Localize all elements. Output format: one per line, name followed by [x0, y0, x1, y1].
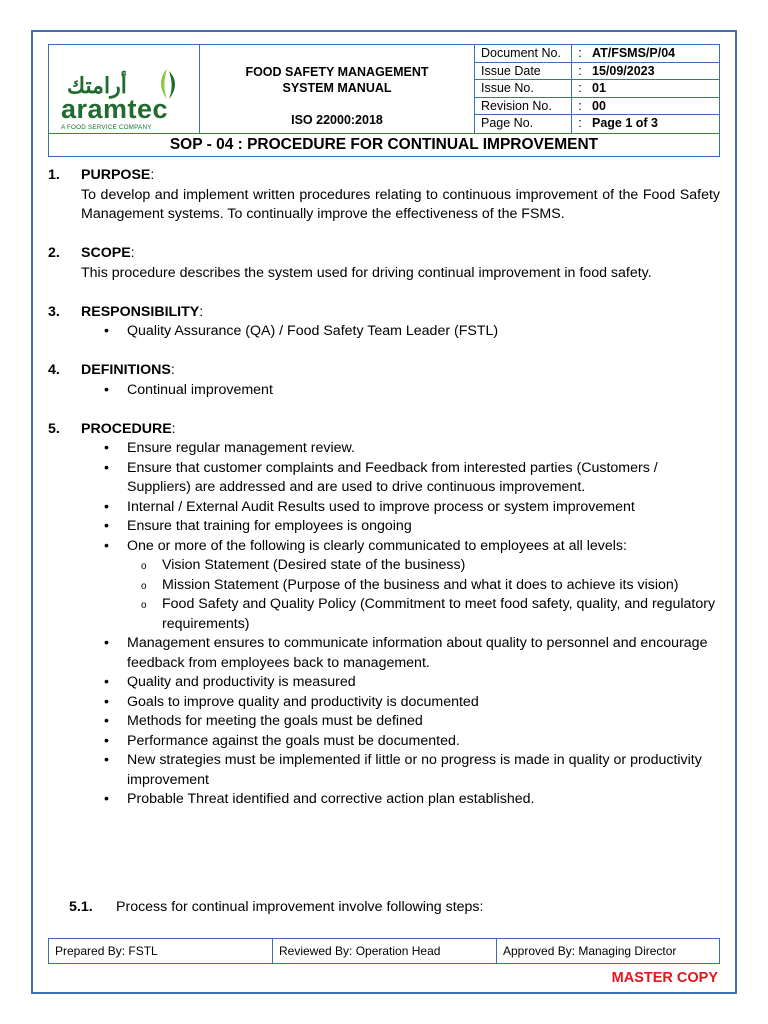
- subsection-text: Process for continual improvement involve following steps:: [116, 899, 484, 915]
- document-header: [48, 44, 720, 157]
- meta-value: 00: [592, 98, 606, 113]
- section-scope: 2. SCOPE: This procedure describes the system used for driving continual improvement in food safety.: [48, 244, 720, 283]
- manual-title-line2: SYSTEM MANUAL: [282, 81, 392, 95]
- list-item: • Goals to improve quality and productivity is documented: [48, 693, 720, 713]
- list-item: • Ensure that training for employees is ongoing: [48, 517, 720, 537]
- section-title: PURPOSE: [81, 167, 151, 183]
- section-number: 5.: [48, 420, 60, 437]
- section-number: 1.: [48, 167, 60, 183]
- manual-title-line1: FOOD SAFETY MANAGEMENT: [245, 65, 429, 79]
- section-title: PROCEDURE: [81, 420, 172, 437]
- reviewed-by: Reviewed By: Operation Head: [273, 939, 497, 963]
- list-item-with-subitems: [48, 537, 720, 635]
- list-item: • Ensure regular management review.: [48, 439, 720, 459]
- section-title: DEFINITIONS: [81, 362, 171, 378]
- meta-label: Document No.: [475, 45, 572, 62]
- company-logo: [49, 45, 200, 133]
- list-item: • New strategies must be implemented if little or no progress is made in quality or productivity improvement: [48, 751, 720, 790]
- logo-english-text: aramtec: [61, 94, 169, 124]
- purpose-text: To develop and implement written procedures relating to continuous improvement of the Food Safety Management systems. To continually improve the effectiveness of the FSMS.: [81, 186, 720, 222]
- section-number: 3.: [48, 303, 60, 320]
- meta-value: Page 1 of 3: [592, 116, 658, 131]
- section-number: 2.: [48, 245, 60, 261]
- list-item: • Performance against the goals must be documented.: [48, 732, 720, 752]
- sub-list-item: o Mission Statement (Purpose of the business and what it does to achieve its vision): [127, 576, 720, 596]
- section-number: 4.: [48, 362, 60, 378]
- meta-label: Page No.: [475, 115, 572, 133]
- list-item: • Quality and productivity is measured: [48, 673, 720, 693]
- list-item: • Quality Assurance (QA) / Food Safety Team Leader (FSTL): [48, 322, 720, 342]
- sub-list-item: o Vision Statement (Desired state of the business): [127, 556, 720, 576]
- meta-row-page-no: Page No. : Page 1 of 3: [475, 115, 719, 133]
- list-item: • Continual improvement: [48, 381, 720, 401]
- subsection-5-1: [69, 899, 483, 915]
- list-item: • Internal / External Audit Results used to improve process or system improvement: [48, 498, 720, 518]
- meta-row-issue-date: Issue Date : 15/09/2023: [475, 63, 719, 81]
- subsection-number: 5.1.: [69, 899, 93, 915]
- document-meta-table: [475, 45, 719, 133]
- section-definitions: 4. DEFINITIONS: • Continual improvement: [48, 361, 720, 400]
- scope-text: This procedure describes the system used for driving continual improvement in food safety.: [81, 264, 652, 281]
- meta-label: Issue Date: [475, 63, 572, 80]
- meta-row-revision-no: Revision No. : 00: [475, 98, 719, 116]
- logo-tagline: A FOOD SERVICE COMPANY: [61, 124, 152, 131]
- approval-footer: [48, 938, 720, 964]
- logo-arabic-text: أرامتك: [67, 73, 127, 98]
- meta-value: 15/09/2023: [592, 63, 655, 78]
- approved-by: Approved By: Managing Director: [503, 944, 677, 958]
- section-procedure: 5. PROCEDURE: • Ensure regular management review. • Ensure that customer complaints and Feedback from interested parties (Customers / Suppliers) are addressed and are used to drive continuous improvement. • Internal / External Audit Results used to improve process or system improvement • Ensure that training for employees is ongoing • One or more of the following is clearly communicated to employees at all levels: o Vision Statement (Desired state of the business) o Mission Statement (Purpose of the business and what it does to achieve its vision) o Food Safety and Quality Policy (Commitment to meet food safety, quality, and regulatory requirements) • Management ensures to communicate information about quality to personnel and encourage feedback from employees back to management. • Quality and productivity is measured • Goals to improve quality and productivity is documented • Methods for meeting the goals must be defined • Performance against the goals must be documented. • New strategies must be implemented if little or no progress is made in quality or productivity improvement • Probable Threat identified and corrective action plan established.: [48, 420, 720, 810]
- meta-value: AT/FSMS/P/04: [592, 46, 676, 60]
- list-item-text: One or more of the following is clearly communicated to employees at all levels:: [127, 537, 627, 554]
- prepared-by: Prepared By: FSTL: [49, 939, 273, 963]
- meta-row-document-no: Document No. : AT/FSMS/P/04: [475, 45, 719, 63]
- meta-label: Revision No.: [475, 98, 572, 115]
- section-responsibility: 3. RESPONSIBILITY: • Quality Assurance (QA) / Food Safety Team Leader (FSTL): [48, 303, 720, 342]
- section-purpose: 1. PURPOSE: To develop and implement written procedures relating to continuous improvement of the Food Safety Management systems. To continually improve the effectiveness of the FSMS.: [48, 166, 720, 225]
- section-title: SCOPE: [81, 245, 131, 261]
- list-item: • Methods for meeting the goals must be defined: [48, 712, 720, 732]
- list-item: • Management ensures to communicate information about quality to personnel and encourage feedback from employees back to management.: [48, 634, 720, 673]
- document-body: [48, 166, 720, 810]
- meta-row-issue-no: Issue No. : 01: [475, 80, 719, 98]
- meta-value: 01: [592, 81, 606, 96]
- list-item: • Probable Threat identified and corrective action plan established.: [48, 790, 720, 810]
- iso-standard: ISO 22000:2018: [291, 113, 383, 127]
- master-copy-label: MASTER COPY: [611, 970, 718, 986]
- sub-list-item: o Food Safety and Quality Policy (Commitment to meet food safety, quality, and regulatory requirements): [127, 595, 720, 634]
- list-item: • Ensure that customer complaints and Feedback from interested parties (Customers / Suppliers) are addressed and are used to drive continuous improvement.: [48, 459, 720, 498]
- meta-label: Issue No.: [475, 80, 572, 97]
- manual-title-cell: [200, 45, 475, 133]
- section-title: RESPONSIBILITY: [81, 303, 200, 320]
- sop-title: SOP - 04 : PROCEDURE FOR CONTINUAL IMPROVEMENT: [49, 133, 719, 156]
